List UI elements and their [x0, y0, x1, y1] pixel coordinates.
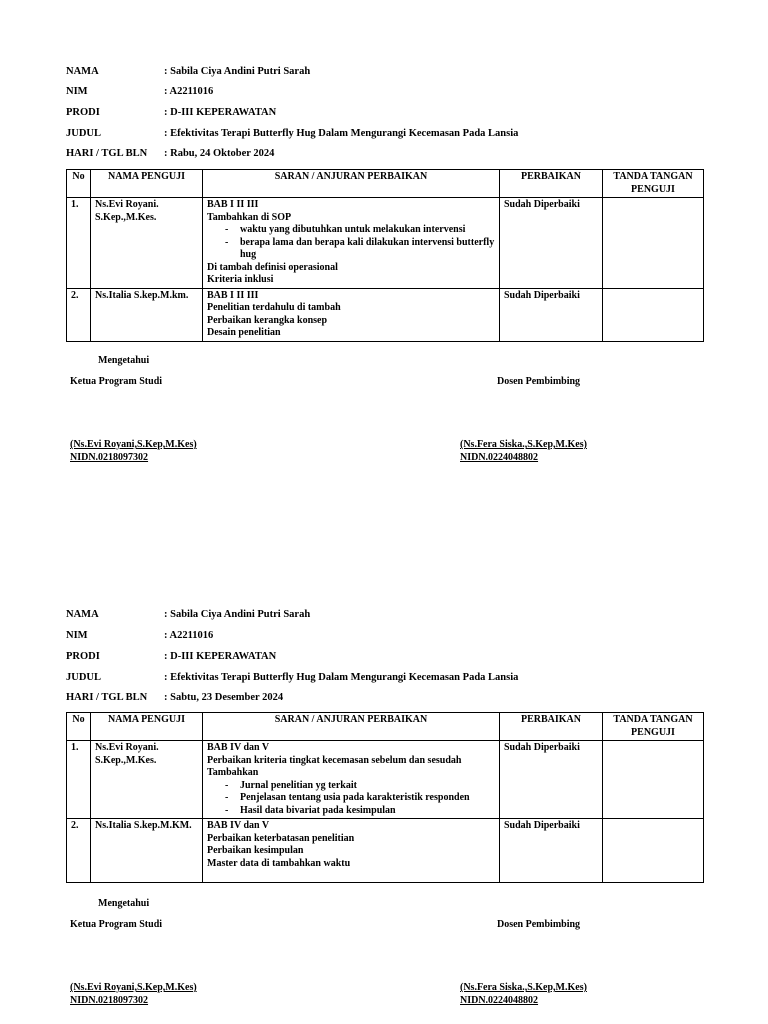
- row-saran: [203, 198, 500, 289]
- label-nim: NIM: [66, 630, 88, 641]
- saran-line: BAB I II III: [207, 289, 259, 301]
- value-hari: : Sabtu, 23 Desember 2024: [164, 692, 284, 703]
- row-signature-cell: [603, 819, 704, 883]
- row-penguji: Ns.Italia S.kep.M.km.: [91, 288, 203, 341]
- row-perbaikan: Sudah Diperbaiki: [500, 819, 603, 883]
- revision-table: [66, 712, 704, 883]
- dosen-pembimbing-nidn: NIDN.0224048802: [460, 452, 539, 463]
- mengetahui-label: Mengetahui: [98, 898, 150, 909]
- saran-bullet: - Jurnal penelitian yg terkait: [207, 780, 495, 793]
- row-saran: [203, 288, 500, 341]
- saran-line: Tambahkan: [207, 767, 259, 778]
- value-nim: : A2211016: [164, 630, 214, 641]
- label-nama: NAMA: [66, 66, 99, 77]
- saran-line: Penelitian terdahulu di tambah: [207, 302, 341, 313]
- label-hari: HARI / TGL BLN: [66, 692, 148, 703]
- row-saran: [203, 741, 500, 819]
- header-nama-penguji: NAMA PENGUJI: [91, 170, 203, 198]
- label-nama: NAMA: [66, 609, 99, 620]
- saran-line: BAB IV dan V: [207, 742, 270, 753]
- header-saran: SARAN / ANJURAN PERBAIKAN: [203, 713, 500, 741]
- row-saran: [203, 819, 500, 883]
- value-nama: : Sabila Ciya Andini Putri Sarah: [164, 66, 311, 77]
- saran-line: Perbaikan keterbatasan penelitian: [207, 832, 355, 844]
- mengetahui-label: Mengetahui: [98, 355, 150, 366]
- header-ttd: TANDA TANGAN PENGUJI: [603, 170, 704, 198]
- label-prodi: PRODI: [66, 107, 100, 118]
- value-hari: : Rabu, 24 Oktober 2024: [164, 148, 275, 159]
- row-penguji: Ns.Evi Royani. S.Kep.,M.Kes.: [91, 198, 203, 289]
- revision-table: [66, 169, 704, 342]
- ketua-prodi-title: Ketua Program Studi: [70, 919, 163, 930]
- header-perbaikan: PERBAIKAN: [500, 170, 603, 198]
- ketua-prodi-nidn: NIDN.0218097302: [70, 452, 149, 463]
- row-no: 1.: [67, 741, 91, 819]
- label-nim: NIM: [66, 86, 88, 97]
- header-no: No: [67, 170, 91, 198]
- label-judul: JUDUL: [66, 672, 102, 683]
- row-penguji: Ns.Italia S.kep.M.KM.: [91, 819, 203, 883]
- header-no: No: [67, 713, 91, 741]
- table-row: [67, 741, 704, 819]
- value-prodi: : D-III KEPERAWATAN: [164, 651, 277, 662]
- value-nama: : Sabila Ciya Andini Putri Sarah: [164, 609, 311, 620]
- value-nim: : A2211016: [164, 86, 214, 97]
- saran-line: Perbaikan kerangka konsep: [207, 314, 328, 326]
- ketua-prodi-nidn: NIDN.0218097302: [70, 995, 149, 1006]
- saran-bullet: - waktu yang dibutuhkan untuk melakukan intervensi: [207, 224, 495, 237]
- dosen-pembimbing-name: (Ns.Fera Siska.,S.Kep,M.Kes): [460, 439, 587, 450]
- ketua-prodi-title: Ketua Program Studi: [70, 376, 163, 387]
- dosen-pembimbing-name: (Ns.Fera Siska.,S.Kep,M.Kes): [460, 982, 587, 993]
- header-saran: SARAN / ANJURAN PERBAIKAN: [203, 170, 500, 198]
- value-prodi: : D-III KEPERAWATAN: [164, 107, 277, 118]
- dosen-pembimbing-title: Dosen Pembimbing: [497, 376, 581, 387]
- saran-bullet: - Penjelasan tentang usia pada karakteristik responden: [207, 792, 495, 805]
- dosen-pembimbing-title: Dosen Pembimbing: [497, 919, 581, 930]
- row-perbaikan: Sudah Diperbaiki: [500, 288, 603, 341]
- saran-bullet: - berapa lama dan berapa kali dilakukan intervensi butterfly hug: [207, 237, 495, 262]
- header-perbaikan: PERBAIKAN: [500, 713, 603, 741]
- ketua-prodi-name: (Ns.Evi Royani,S.Kep,M.Kes): [70, 439, 197, 450]
- saran-line: Desain penelitian: [207, 327, 281, 338]
- table-row: [67, 198, 704, 289]
- saran-line: Di tambah definisi operasional: [207, 261, 338, 273]
- table-row: [67, 819, 704, 883]
- row-penguji: Ns.Evi Royani. S.Kep.,M.Kes.: [91, 741, 203, 819]
- saran-line: Tambahkan di SOP: [207, 211, 292, 223]
- saran-line: Perbaikan kesimpulan: [207, 845, 304, 856]
- row-perbaikan: Sudah Diperbaiki: [500, 198, 603, 289]
- label-hari: HARI / TGL BLN: [66, 148, 148, 159]
- saran-bullet: - Hasil data bivariat pada kesimpulan: [207, 805, 495, 818]
- row-no: 2.: [67, 288, 91, 341]
- saran-line: BAB I II III: [207, 199, 259, 210]
- saran-line: BAB IV dan V: [207, 820, 270, 831]
- saran-line: Master data di tambahkan waktu: [207, 857, 351, 869]
- value-judul: : Efektivitas Terapi Butterfly Hug Dalam Mengurangi Kecemasan Pada Lansia: [164, 672, 519, 683]
- row-signature-cell: [603, 198, 704, 289]
- value-judul: : Efektivitas Terapi Butterfly Hug Dalam Mengurangi Kecemasan Pada Lansia: [164, 128, 519, 139]
- label-judul: JUDUL: [66, 128, 102, 139]
- row-no: 1.: [67, 198, 91, 289]
- row-signature-cell: [603, 741, 704, 819]
- saran-line: Perbaikan kriteria tingkat kecemasan sebelum dan sesudah: [207, 754, 462, 766]
- label-prodi: PRODI: [66, 651, 100, 662]
- dosen-pembimbing-nidn: NIDN.0224048802: [460, 995, 539, 1006]
- row-no: 2.: [67, 819, 91, 883]
- row-signature-cell: [603, 288, 704, 341]
- saran-line: Kriteria inklusi: [207, 274, 274, 285]
- header-ttd: TANDA TANGAN PENGUJI: [603, 713, 704, 741]
- row-perbaikan: Sudah Diperbaiki: [500, 741, 603, 819]
- ketua-prodi-name: (Ns.Evi Royani,S.Kep,M.Kes): [70, 982, 197, 993]
- header-nama-penguji: NAMA PENGUJI: [91, 713, 203, 741]
- table-row: [67, 288, 704, 341]
